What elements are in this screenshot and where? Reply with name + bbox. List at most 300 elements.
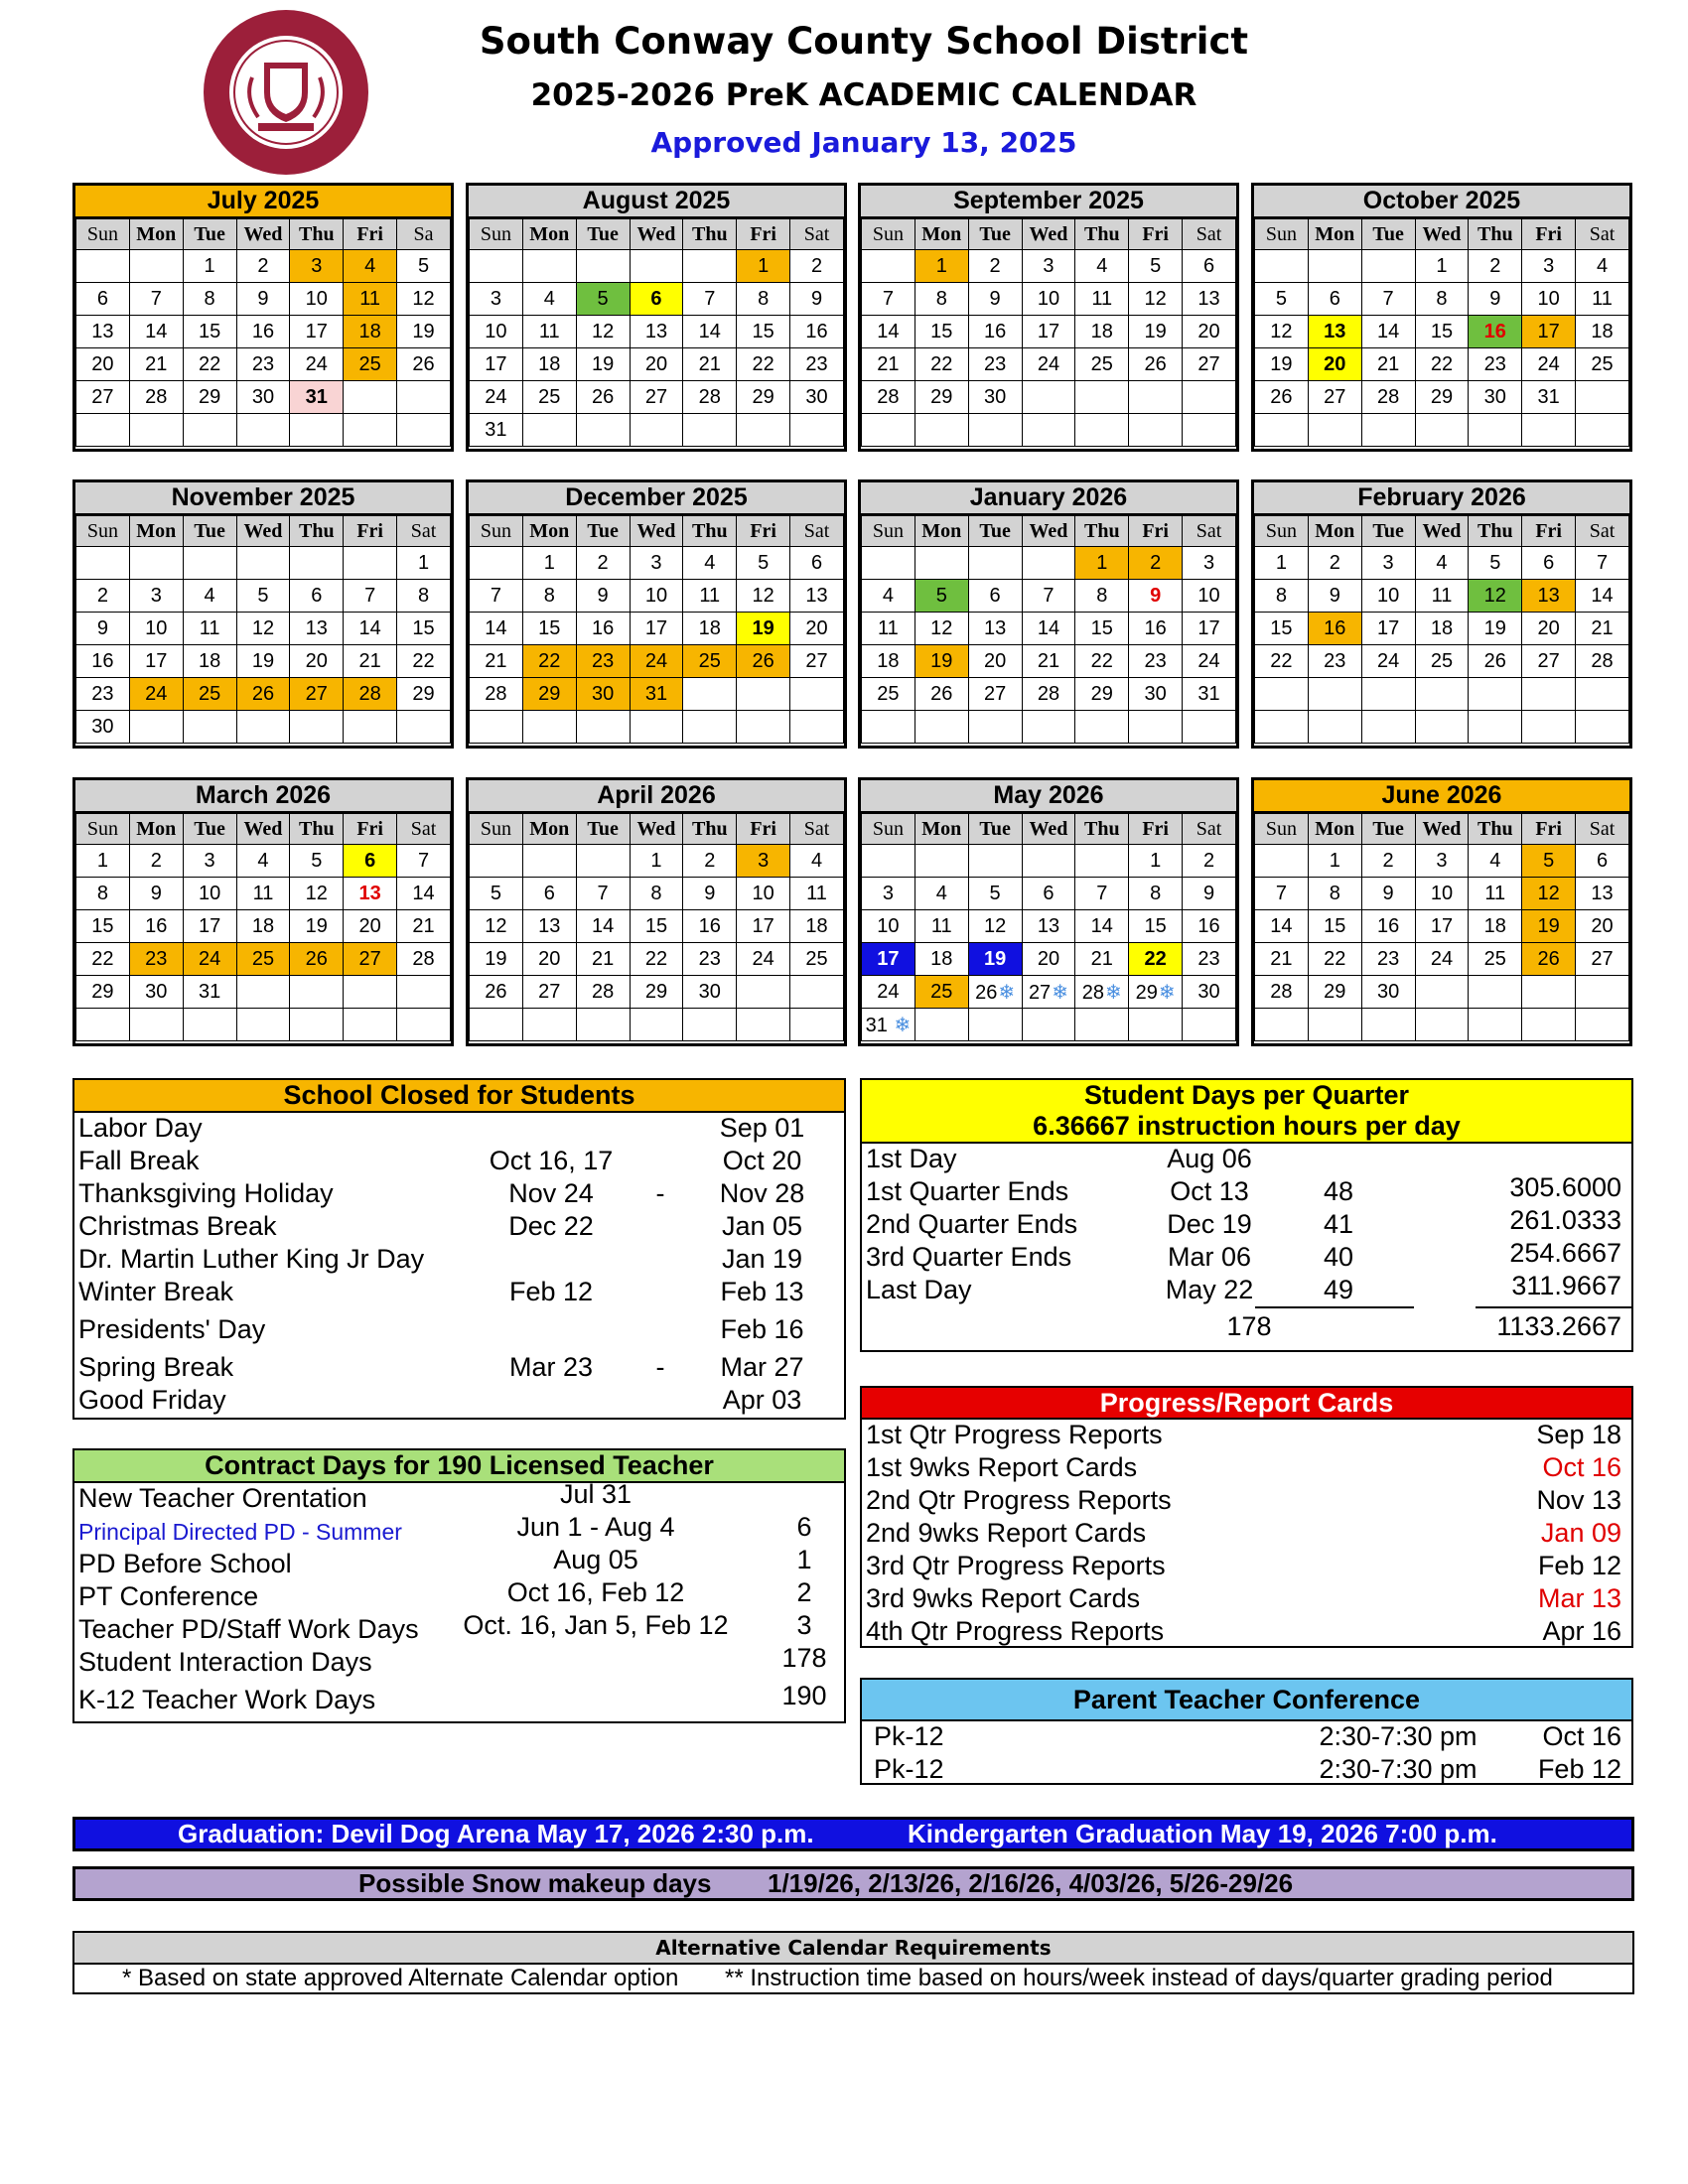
weekday-header: Fri [737,516,790,547]
calendar-day: 18 [1469,910,1522,943]
calendar-day: 7 [1255,878,1309,910]
calendar-day: 11 [344,283,397,316]
weekday-header: Thu [290,516,344,547]
calendar-day: 5 [290,845,344,878]
quarter-item-name: 3rd Quarter Ends [866,1242,1072,1272]
calendar-day: 17 [1415,910,1469,943]
month-title: December 2025 [469,482,844,515]
month-calendar [466,479,847,749]
empty-day [236,414,290,447]
weekday-header: Tue [576,516,630,547]
calendar-day: 24 [1522,348,1576,381]
calendar-day: 15 [1075,613,1129,645]
calendar-day: 21 [344,645,397,678]
calendar-day: 12 [470,910,523,943]
calendar-day: 30 [1469,381,1522,414]
calendar-day: 13 [76,316,130,348]
calendar-day: 7 [576,878,630,910]
empty-day [344,1009,397,1041]
weekday-header: Wed [1415,814,1469,845]
ptc-date: Feb 12 [1537,1754,1621,1784]
empty-day [1361,678,1415,711]
calendar-day: 10 [1183,580,1236,613]
calendar-day: 23 [1183,943,1236,976]
weekday-header: Tue [968,814,1022,845]
calendar-day: 22 [522,645,576,678]
calendar-day: 4 [522,283,576,316]
calendar-day: 30 [129,976,183,1009]
calendar-day: 24 [290,348,344,381]
calendar-day: 19 [236,645,290,678]
quarter-total-days: 178 [1226,1311,1272,1341]
calendar-day: 13 [1576,878,1629,910]
month-calendar [72,777,454,1046]
month-calendar [466,183,847,452]
calendar-day: 30 [576,678,630,711]
empty-day [522,250,576,283]
calendar-day: 27 [790,645,844,678]
total-rule [1255,1306,1414,1308]
calendar-day: 23 [1308,645,1361,678]
calendar-day: 10 [630,580,683,613]
calendar-day: 10 [1522,283,1576,316]
empty-day [968,1009,1022,1041]
empty-day [1469,1009,1522,1041]
empty-day [968,845,1022,878]
calendar-day: 14 [1255,910,1309,943]
calendar-day: 4 [790,845,844,878]
month-title: March 2026 [75,780,451,813]
weekday-header: Tue [183,814,236,845]
calendar-day: 21 [1255,943,1309,976]
instruction-hours-note: 6.36667 instruction hours per day [1033,1111,1461,1141]
weekday-header: Fri [1129,814,1183,845]
empty-day [737,711,790,744]
empty-day [344,381,397,414]
calendar-day: 13 [630,316,683,348]
calendar-day: 8 [1075,580,1129,613]
calendar-day: 1 [1255,547,1309,580]
empty-day [914,1009,968,1041]
calendar-day: 23 [1129,645,1183,678]
calendar-day: 9 [129,878,183,910]
calendar-day: 23 [129,943,183,976]
calendar-day: 22 [630,943,683,976]
month-calendar [1251,479,1632,749]
weekday-header: Mon [1308,516,1361,547]
calendar-day: 27 [630,381,683,414]
empty-day [683,678,737,711]
calendar-day: 21 [397,910,451,943]
calendar-day: 15 [522,613,576,645]
empty-day [290,547,344,580]
weekday-header: Mon [522,814,576,845]
closed-event-start: Oct 16, 17 [489,1146,614,1175]
calendar-day: 7 [1075,878,1129,910]
empty-day [522,1009,576,1041]
calendar-day: 8 [522,580,576,613]
calendar-day: 13 [290,613,344,645]
snowflake-icon: ❄ [1105,981,1122,1004]
calendar-day: 31 [1183,678,1236,711]
month-title: May 2026 [861,780,1236,813]
snowflake-icon: ❄ [1052,981,1068,1004]
calendar-day: 28 [1022,678,1075,711]
calendar-day: 17 [1022,316,1075,348]
empty-day [1522,711,1576,744]
calendar-day: 20 [790,613,844,645]
calendar-day: 25 [683,645,737,678]
empty-day [683,414,737,447]
calendar-day: 23 [236,348,290,381]
calendar-day: 22 [1415,348,1469,381]
empty-day [1255,1009,1309,1041]
contract-item-name: PD Before School [78,1549,292,1578]
month-title: October 2025 [1254,186,1629,218]
weekday-header: Wed [1022,219,1075,250]
progress-item-name: 4th Qtr Progress Reports [866,1616,1165,1646]
calendar-day: 20 [968,645,1022,678]
calendar-day: 7 [344,580,397,613]
contract-item-count: 178 [781,1643,827,1673]
weekday-header: Wed [236,219,290,250]
empty-day [1522,678,1576,711]
calendar-day: 9 [968,283,1022,316]
weekday-header: Mon [1308,814,1361,845]
calendar-day: 2 [1361,845,1415,878]
calendar-day: 28❄ [1075,976,1129,1009]
empty-day [1469,678,1522,711]
empty-day [397,711,451,744]
calendar-day: 10 [183,878,236,910]
calendar-day: 3 [129,580,183,613]
calendar-day: 19 [968,943,1022,976]
calendar-day: 16 [1308,613,1361,645]
weekday-header: Thu [290,219,344,250]
calendar-day: 26 [290,943,344,976]
empty-day [968,711,1022,744]
contract-item-count: 1 [796,1545,812,1574]
calendar-day: 9 [576,580,630,613]
empty-day [76,1009,130,1041]
progress-item-name: 1st Qtr Progress Reports [866,1420,1163,1449]
weekday-header: Tue [576,814,630,845]
calendar-day: 6 [968,580,1022,613]
calendar-day: 18 [1576,316,1629,348]
weekday-header: Sun [470,814,523,845]
calendar-day: 16 [968,316,1022,348]
calendar-day: 21 [129,348,183,381]
empty-day [1361,711,1415,744]
empty-day [1075,414,1129,447]
empty-day [1022,711,1075,744]
calendar-day: 12 [914,613,968,645]
quarter-item-days: 48 [1323,1176,1354,1206]
calendar-day: 8 [1308,878,1361,910]
graduation-bar [72,1817,1634,1851]
calendar-day: 10 [129,613,183,645]
empty-day [1075,711,1129,744]
calendar-day: 3 [862,878,915,910]
calendar-day: 4 [183,580,236,613]
contract-item-name: Teacher PD/Staff Work Days [78,1614,419,1644]
empty-day [129,1009,183,1041]
calendar-day: 5 [1469,547,1522,580]
closed-event-start: Dec 22 [508,1211,594,1241]
empty-day [1255,711,1309,744]
empty-day [344,547,397,580]
calendar-day: 19 [737,613,790,645]
school-closed-box [72,1078,846,1420]
calendar-day: 17 [1522,316,1576,348]
closed-event-name: Spring Break [78,1352,234,1382]
calendar-day: 3 [183,845,236,878]
calendar-day: 26 [737,645,790,678]
calendar-day: 20 [1183,316,1236,348]
alternative-calendar-note-1: * Based on state approved Alternate Calendar option [122,1965,679,1991]
empty-day [1522,414,1576,447]
calendar-day: 22 [737,348,790,381]
calendar-day: 22 [1075,645,1129,678]
empty-day [737,414,790,447]
total-rule [1476,1306,1632,1308]
month-calendar [72,479,454,749]
quarter-item-days: 49 [1323,1275,1354,1304]
weekday-header: Thu [1469,219,1522,250]
calendar-day: 30 [790,381,844,414]
calendar-subtitle: 2025-2026 PreK ACADEMIC CALENDAR [530,77,1197,113]
calendar-day: 13 [790,580,844,613]
quarter-item-name: 1st Quarter Ends [866,1176,1069,1206]
calendar-day: 19 [1522,910,1576,943]
calendar-day: 23 [76,678,130,711]
empty-day [1522,976,1576,1009]
alternative-calendar-title: Alternative Calendar Requirements [74,1933,1632,1965]
calendar-day: 26 [576,381,630,414]
calendar-day: 7 [1576,547,1629,580]
district-seal-logo [187,8,385,177]
calendar-day: 8 [737,283,790,316]
calendar-day: 1 [737,250,790,283]
empty-day [344,414,397,447]
calendar-day: 25 [183,678,236,711]
district-title: South Conway County School District [479,20,1249,63]
closed-event-dash: - [655,1352,665,1382]
calendar-day: 16 [76,645,130,678]
month-calendar [1251,183,1632,452]
empty-day [1361,250,1415,283]
calendar-day: 13 [1183,283,1236,316]
quarter-item-hours: 261.0333 [1509,1205,1621,1235]
calendar-day: 22 [1255,645,1309,678]
empty-day [1255,414,1309,447]
month-title: September 2025 [861,186,1236,218]
empty-day [290,414,344,447]
calendar-day: 6 [1308,283,1361,316]
empty-day [1022,381,1075,414]
contract-item-name: K-12 Teacher Work Days [78,1685,376,1714]
empty-day [470,547,523,580]
progress-item-name: 2nd Qtr Progress Reports [866,1485,1172,1515]
calendar-day: 28 [129,381,183,414]
month-calendar [858,479,1239,749]
calendar-day: 5 [914,580,968,613]
weekday-header: Sat [1576,219,1629,250]
empty-day [1576,976,1629,1009]
calendar-day: 25 [344,348,397,381]
calendar-day: 12 [290,878,344,910]
ptc-time: 2:30-7:30 pm [1319,1754,1477,1784]
weekday-header: Fri [344,219,397,250]
calendar-day: 13 [968,613,1022,645]
snowflake-icon: ❄ [1158,981,1176,1004]
weekday-header: Sat [790,516,844,547]
calendar-day: 27 [522,976,576,1009]
calendar-day: 12 [1469,580,1522,613]
calendar-day: 17 [1183,613,1236,645]
calendar-day: 2 [968,250,1022,283]
calendar-day: 27❄ [1022,976,1075,1009]
empty-day [1129,711,1183,744]
quarter-item-hours: 305.6000 [1509,1172,1621,1202]
month-title: February 2026 [1254,482,1629,515]
contract-item-dates: Jun 1 - Aug 4 [516,1512,675,1542]
calendar-day: 29 [183,381,236,414]
empty-day [470,711,523,744]
empty-day [397,1009,451,1041]
contract-item-count: 6 [796,1512,812,1542]
snowflake-icon: ❄ [998,981,1016,1004]
empty-day [683,711,737,744]
weekday-header: Fri [1522,516,1576,547]
calendar-day: 12 [397,283,451,316]
weekday-header: Wed [236,814,290,845]
weekday-header: Mon [129,516,183,547]
empty-day [522,711,576,744]
weekday-header: Wed [1415,516,1469,547]
empty-day [630,1009,683,1041]
empty-day [1255,250,1309,283]
calendar-day: 14 [576,910,630,943]
calendar-day: 24 [1022,348,1075,381]
month-title: January 2026 [861,482,1236,515]
calendar-day: 1 [1415,250,1469,283]
calendar-day: 14 [470,613,523,645]
calendar-day: 31 [290,381,344,414]
calendar-day: 26 [914,678,968,711]
calendar-day: 14 [397,878,451,910]
calendar-day: 23 [968,348,1022,381]
calendar-day: 17 [630,613,683,645]
calendar-day: 18 [344,316,397,348]
calendar-day: 12 [1129,283,1183,316]
weekday-header: Sun [1255,516,1309,547]
weekday-header: Wed [630,814,683,845]
calendar-day: 20 [630,348,683,381]
graduation-info: Graduation: Devil Dog Arena May 17, 2026 2:30 p.m. [178,1819,814,1848]
calendar-day: 27 [1183,348,1236,381]
weekday-header: Thu [683,814,737,845]
closed-event-end: Feb 16 [720,1314,804,1344]
calendar-day: 21 [862,348,915,381]
weekday-header: Thu [683,516,737,547]
calendar-day: 10 [862,910,915,943]
closed-event-end: Jan 05 [721,1211,803,1241]
closed-event-end: Mar 27 [720,1352,804,1382]
weekday-header: Fri [1129,516,1183,547]
calendar-day: 9 [236,283,290,316]
weekday-header: Sat [1576,814,1629,845]
month-title: June 2026 [1254,780,1629,813]
calendar-day: 30 [1129,678,1183,711]
empty-day [236,547,290,580]
weekday-header: Mon [1308,219,1361,250]
calendar-day: 27 [968,678,1022,711]
calendar-day: 28 [576,976,630,1009]
empty-day [76,414,130,447]
weekday-header: Tue [968,516,1022,547]
weekday-header: Wed [1022,516,1075,547]
calendar-day: 7 [1022,580,1075,613]
calendar-day: 28 [470,678,523,711]
calendar-day: 9 [1129,580,1183,613]
empty-day [397,976,451,1009]
closed-event-name: Dr. Martin Luther King Jr Day [78,1244,425,1274]
calendar-day: 26 [1255,381,1309,414]
calendar-day: 29 [630,976,683,1009]
quarter-item-name: Last Day [866,1275,972,1304]
calendar-day: 9 [76,613,130,645]
calendar-day: 7 [129,283,183,316]
calendar-day: 15 [630,910,683,943]
calendar-day: 3 [1415,845,1469,878]
weekday-header: Fri [1522,814,1576,845]
weekday-header: Mon [129,219,183,250]
weekday-header: Sat [790,814,844,845]
calendar-day: 2 [76,580,130,613]
calendar-day: 24 [630,645,683,678]
calendar-day: 25 [914,976,968,1009]
calendar-day: 19 [576,348,630,381]
month-title: November 2025 [75,482,451,515]
calendar-day: 18 [183,645,236,678]
empty-day [683,1009,737,1041]
calendar-day: 15 [76,910,130,943]
calendar-day: 8 [1255,580,1309,613]
calendar-day: 29 [737,381,790,414]
calendar-day: 16 [129,910,183,943]
contract-item-count: 3 [796,1610,812,1640]
calendar-day: 24 [1361,645,1415,678]
calendar-day: 19 [397,316,451,348]
empty-day [344,711,397,744]
empty-day [862,547,915,580]
calendar-day: 20 [1522,613,1576,645]
calendar-day: 17 [862,943,915,976]
calendar-day: 24 [1415,943,1469,976]
empty-day [470,1009,523,1041]
empty-day [1308,1009,1361,1041]
calendar-day: 19 [470,943,523,976]
calendar-day: 4 [1415,547,1469,580]
calendar-day: 5 [1129,250,1183,283]
weekday-header: Thu [1075,814,1129,845]
empty-day [1255,678,1309,711]
snowflake-icon: ❄ [894,1014,912,1036]
weekday-header: Thu [1075,219,1129,250]
weekday-header: Sun [76,219,130,250]
closed-event-name: Presidents' Day [78,1314,266,1344]
